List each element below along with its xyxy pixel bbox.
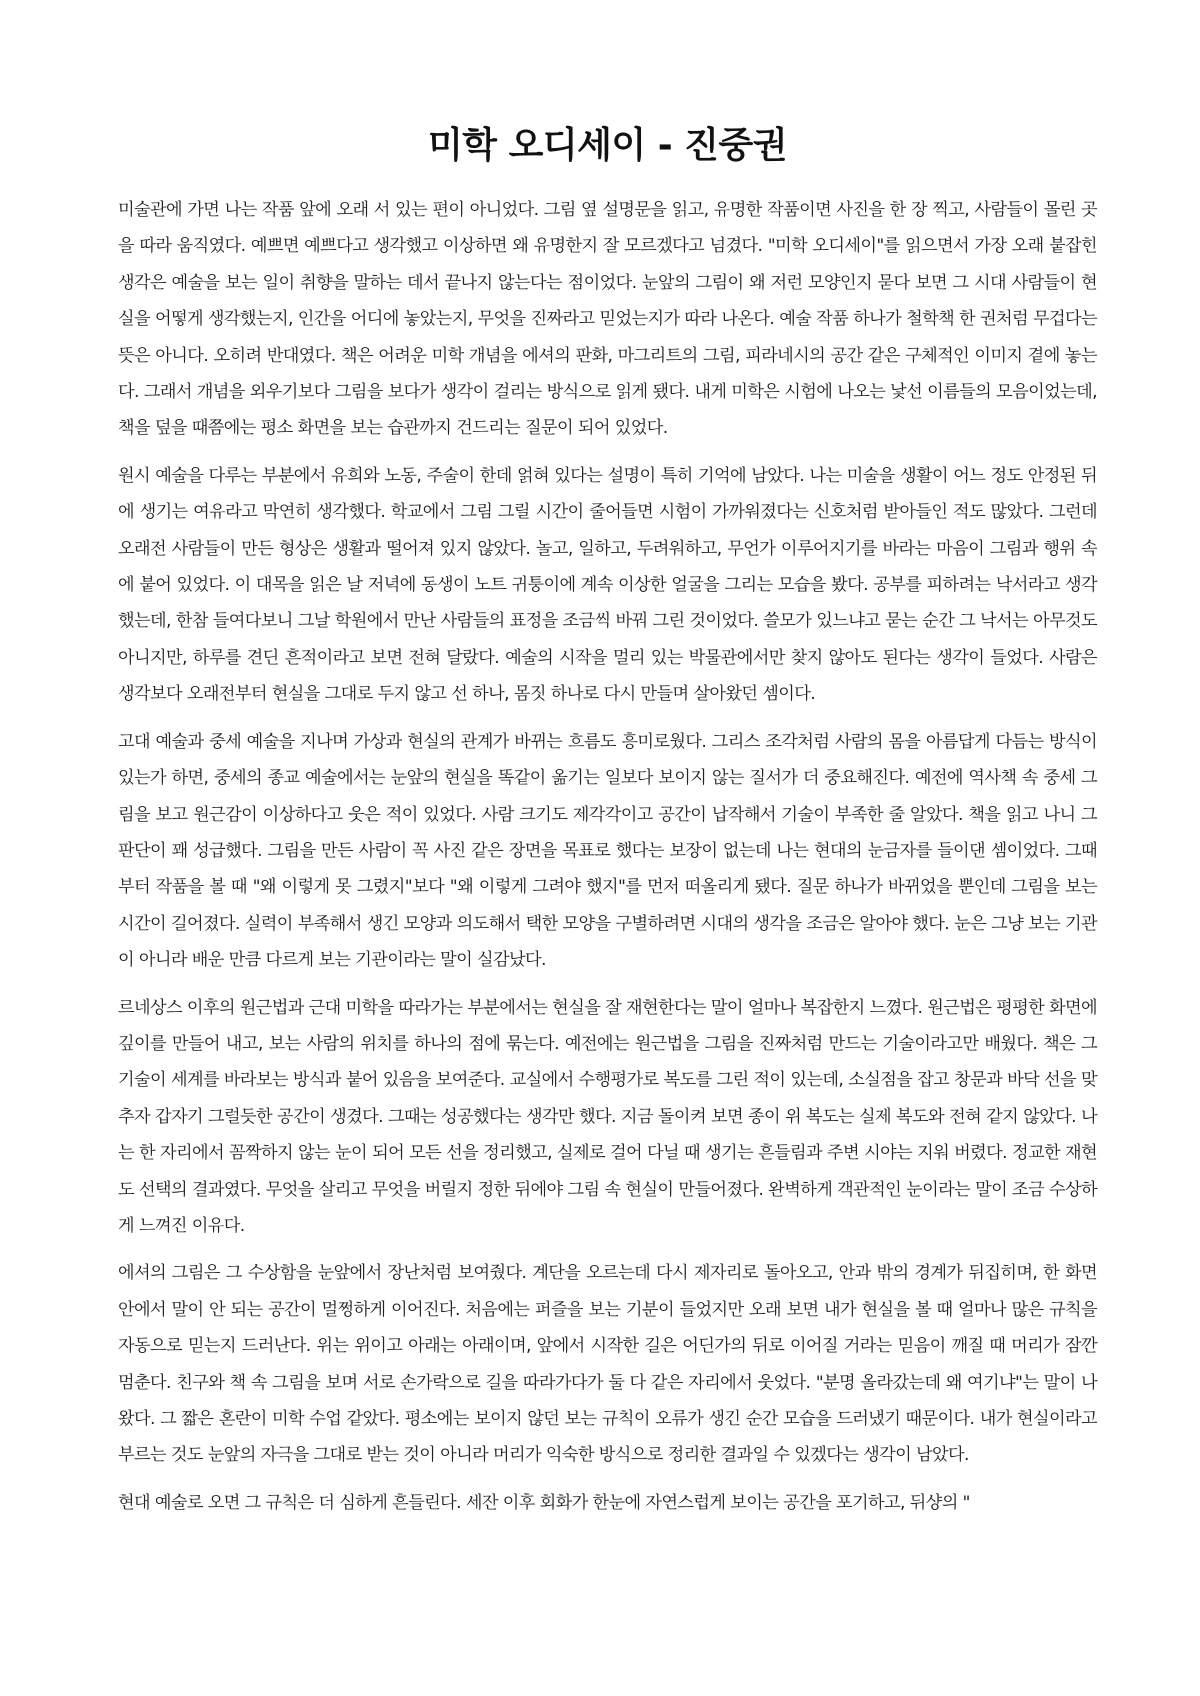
- paragraph-2: 원시 예술을 다루는 부분에서 유희와 노동, 주술이 한데 얽혀 있다는 설명이 특히 기억에 남았다. 나는 미술을 생활이 어느 정도 안정된 뒤에 생기는 여유라고 막연히 생각했다. 학교에서 그림 그릴 시간이 줄어들면 시험이 가까워졌다는 신호처럼 받아들인 적도 많았다. 그런데 오래전 사람들이 만든 형상은 생활과 떨어져 있지 않았다. 놀고, 일하고, 두려워하고, 무언가 이루어지기를 바라는 마음이 그림과 행위 속에 붙어 있었다. 이 대목을 읽은 날 저녁에 동생이 노트 귀퉁이에 계속 이상한 얼굴을 그리는 모습을 봤다. 공부를 피하려는 낙서라고 생각했는데, 한참 들여다보니 그날 학원에서 만난 사람들의 표정을 조금씩 바꿔 그린 것이었다. 쓸모가 있느냐고 묻는 순간 그 낙서는 아무것도 아니지만, 하루를 견딘 흔적이라고 보면 전혀 달랐다. 예술의 시작을 멀리 있는 박물관에서만 찾지 않아도 된다는 생각이 들었다. 사람은 생각보다 오래전부터 현실을 그대로 두지 않고 선 하나, 몸짓 하나로 다시 만들며 살아왔던 셈이다.: [118, 465, 1097, 705]
- paragraph-4: 르네상스 이후의 원근법과 근대 미학을 따라가는 부분에서는 현실을 잘 재현한다는 말이 얼마나 복잡한지 느꼈다. 원근법은 평평한 화면에 깊이를 만들어 내고, 보는 사람의 위치를 하나의 점에 묶는다. 예전에는 원근법을 그림을 진짜처럼 만드는 기술이라고만 배웠다. 책은 그 기술이 세계를 바라보는 방식과 붙어 있음을 보여준다. 교실에서 수행평가로 복도를 그린 적이 있는데, 소실점을 잡고 창문과 바닥 선을 맞추자 갑자기 그럴듯한 공간이 생겼다. 그때는 성공했다는 생각만 했다. 지금 돌이켜 보면 종이 위 복도는 실제 복도와 전혀 같지 않았다. 나는 한 자리에서 꼼짝하지 않는 눈이 되어 모든 선을 정리했고, 실제로 걸어 다닐 때 생기는 흔들림과 주변 시야는 지워 버렸다. 정교한 재현도 선택의 결과였다. 무엇을 살리고 무엇을 버릴지 정한 뒤에야 그림 속 현실이 만들어졌다. 완벽하게 객관적인 눈이라는 말이 조금 수상하게 느껴진 이유다.: [118, 997, 1097, 1236]
- paragraph-6: 현대 예술로 오면 그 규칙은 더 심하게 흔들린다. 세잔 이후 회화가 한눈에 자연스럽게 보이는 공간을 포기하고, 뒤샹의 ": [118, 1492, 970, 1513]
- paragraph-5: 에셔의 그림은 그 수상함을 눈앞에서 장난처럼 보여줬다. 계단을 오르는데 다시 제자리로 돌아오고, 안과 밖의 경계가 뒤집히며, 한 화면 안에서 말이 안 되는 공간이 멀쩡하게 이어진다. 처음에는 퍼즐을 보는 기분이 들었지만 오래 보면 내가 현실을 볼 때 얼마나 많은 규칙을 자동으로 믿는지 드러난다. 위는 위이고 아래는 아래이며, 앞에서 시작한 길은 어딘가의 뒤로 이어질 거라는 믿음이 깨질 때 머리가 잠깐 멈춘다. 친구와 책 속 그림을 보며 서로 손가락으로 길을 따라가다가 둘 다 같은 자리에서 웃었다. "분명 올라갔는데 왜 여기냐"는 말이 나왔다. 그 짧은 혼란이 미학 수업 같았다. 평소에는 보이지 않던 보는 규칙이 오류가 생긴 순간 모습을 드러냈기 때문이다. 내가 현실이라고 부르는 것도 눈앞의 자극을 그대로 받는 것이 아니라 머리가 익숙한 방식으로 정리한 결과일 수 있겠다는 생각이 남았다.: [118, 1263, 1097, 1466]
- document-body: [118, 192, 1097, 1521]
- paragraph-3: 고대 예술과 중세 예술을 지나며 가상과 현실의 관계가 바뀌는 흐름도 흥미로웠다. 그리스 조각처럼 사람의 몸을 아름답게 다듬는 방식이 있는가 하면, 중세의 종교 예술에서는 눈앞의 현실을 똑같이 옮기는 일보다 보이지 않는 질서가 더 중요해진다. 예전에 역사책 속 중세 그림을 보고 원근감이 이상하다고 웃은 적이 있었다. 사람 크기도 제각각이고 공간이 납작해서 기술이 부족한 줄 알았다. 책을 읽고 나니 그 판단이 꽤 성급했다. 그림을 만든 사람이 꼭 사진 같은 장면을 목표로 했다는 보장이 없는데 나는 현대의 눈금자를 들이댄 셈이었다. 그때부터 작품을 볼 때 "왜 이렇게 못 그렸지"보다 "왜 이렇게 그려야 했지"를 먼저 떠올리게 됐다. 질문 하나가 바뀌었을 뿐인데 그림을 보는 시간이 길어졌다. 실력이 부족해서 생긴 모양과 의도해서 택한 모양을 구별하려면 시대의 생각을 조금은 알아야 했다. 눈은 그냥 보는 기관이 아니라 배운 만큼 다르게 보는 기관이라는 말이 실감났다.: [118, 731, 1097, 971]
- page-title: 미학 오디세이 - 진중권: [427, 125, 788, 166]
- paragraph-1: 미술관에 가면 나는 작품 앞에 오래 서 있는 편이 아니었다. 그림 옆 설명문을 읽고, 유명한 작품이면 사진을 한 장 찍고, 사람들이 몰린 곳을 따라 움직였다. 예쁘면 예쁘다고 생각했고 이상하면 왜 유명한지 잘 모르겠다고 넘겼다. "미학 오디세이"를 읽으면서 가장 오래 붙잡힌 생각은 예술을 보는 일이 취향을 말하는 데서 끝나지 않는다는 점이었다. 눈앞의 그림이 왜 저런 모양인지 묻다 보면 그 시대 사람들이 현실을 어떻게 생각했는지, 인간을 어디에 놓았는지, 무엇을 진짜라고 믿었는지가 따라 나온다. 예술 작품 하나가 철학책 한 권처럼 무겁다는 뜻은 아니다. 오히려 반대였다. 책은 어려운 미학 개념을 에셔의 판화, 마그리트의 그림, 피라네시의 공간 같은 구체적인 이미지 곁에 놓는다. 그래서 개념을 외우기보다 그림을 보다가 생각이 걸리는 방식으로 읽게 됐다. 내게 미학은 시험에 나오는 낯선 이름들의 모음이었는데, 책을 덮을 때쯤에는 평소 화면을 보는 습관까지 건드리는 질문이 되어 있었다.: [118, 200, 1097, 439]
